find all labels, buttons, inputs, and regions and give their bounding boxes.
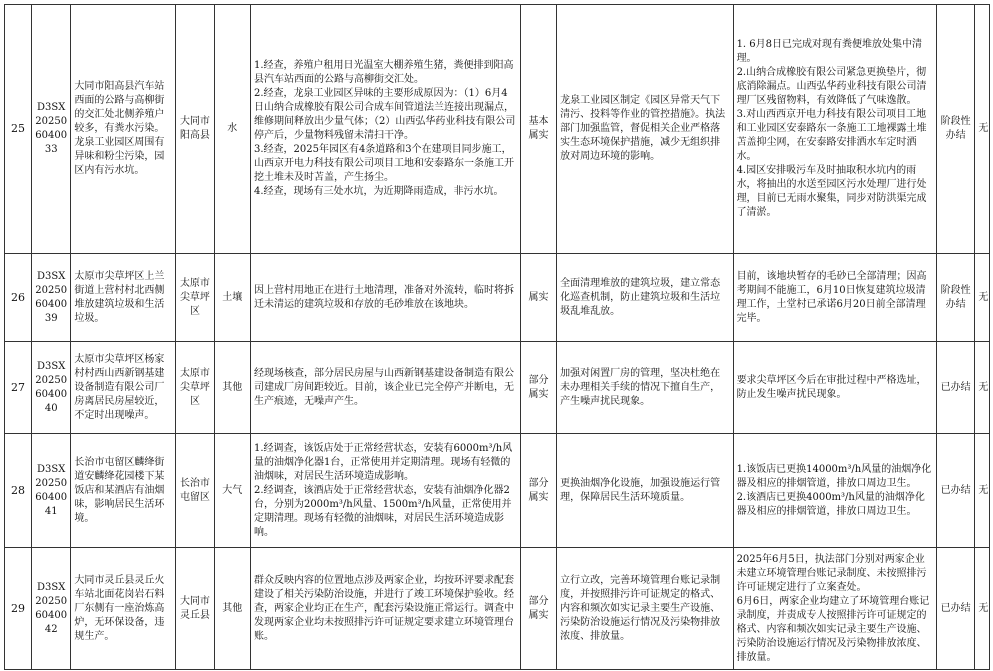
pollution-type: 水: [214, 5, 250, 254]
rectification-progress: [733, 548, 936, 670]
progress-text: 1. 6月8日已完成对现有粪便堆放处集中清理。 2.山纳合成橡胶有限公司紧急更换垫片，彻底消除漏点。山西弘华药业科技有限公司清理厂区残留物料，有效降低了气味逸散。 3.对山西西京开电力科技有限公司项目工地和工业园区安泰路东一条施工工地裸露土堆苫盖抑尘网，在安泰路安排洒水车定时洒水。 4.园区安排吸污车及时抽取积水坑内的雨水，将抽出的水送至园区污水处理厂进行处理，目前已无雨水聚集，同步对防洪渠完成了清淤。: [736, 39, 927, 218]
accountability: 无: [975, 434, 990, 548]
issue-description: 太原市尖草坪区上兰街道上营村村北西侧堆放建筑垃圾和生活垃圾。: [71, 254, 176, 342]
case-code: D3SX202506040042: [31, 548, 70, 670]
pollution-type: 其他: [214, 548, 250, 670]
rectification-measures: 加强对闲置厂房的管理，坚决杜绝在未办理相关手续的情况下擅自生产，产生噪声扰民现象。: [557, 342, 733, 434]
accountability: 无: [975, 254, 990, 342]
findings-text: 1.经调查，该饭店处于正常经营状态，安装有6000m³/h风量的油烟净化器1台，正常使用并定期清理。现场有轻微的油烟味，对居民生活环境造成影响。 2.经调查，该酒店处于正常经营状态，安装有油烟净化器2台，分别为2000m³/h风量、1500m³/h风量，正常使用并定期清理。现场有轻微的油烟味，对居民生活环境造成影响。: [253, 442, 513, 538]
issue-description: 太原市尖草坪区杨家村村西山西新钢基建设备制造有限公司厂房离居民房屋较近，不定时出现噪声。: [71, 342, 176, 434]
accountability: 无: [975, 548, 990, 670]
investigation-findings: [250, 342, 520, 434]
case-status: 已办结: [936, 434, 974, 548]
case-code: D3SX202506040041: [31, 434, 70, 548]
verification-result: 属实: [520, 254, 556, 342]
verification-result: 部分属实: [520, 434, 556, 548]
investigation-findings: [250, 254, 520, 342]
table-row: [5, 434, 990, 548]
case-status: 阶段性办结: [936, 254, 974, 342]
findings-text: 因上营村用地正在进行土地清理，准备对外流转，临时将拆迁未清运的建筑垃圾和存放的毛砂堆放在该地块。: [253, 284, 514, 310]
rectification-measures: 全面清理堆放的建筑垃圾，建立常态化巡查机制，防止建筑垃圾和生活垃圾乱堆乱放。: [557, 254, 733, 342]
progress-text: 2025年6月5日，执法部门分别对两家企业未建立环境管理台账记录制度、未按照排污许可证规定进行了立案查处。 6月6日，两家企业均建立了环境管理台账记录制度，并责成专人按照排污许可证规定的格式、内容和频次如实记录主要生产设施、污染防治设施运行情况及污染物排放浓度、排放量。: [736, 553, 930, 663]
row-number: 27: [5, 342, 32, 434]
row-number: 29: [5, 548, 32, 670]
case-code: D3SX202506040039: [31, 254, 70, 342]
administrative-area: 长治市屯留区: [176, 434, 214, 548]
pollution-type: 土壤: [214, 254, 250, 342]
issue-description: 大同市灵丘县灵丘火车站北面花岗岩石料厂东侧有一座治炼高炉，无环保设备，违规生产。: [71, 548, 176, 670]
complaint-table: [4, 4, 990, 670]
case-code: D3SX202506040040: [31, 342, 70, 434]
investigation-findings: [250, 548, 520, 670]
rectification-measures: 龙泉工业园区制定《园区异常天气下清污、投料等作业的管控措施》。执法部门加强监管，督促相关企业严格落实生态环境保护措施，减少无组织排放对周边环境的影响。: [557, 5, 733, 254]
progress-text: 要求尖草坪区今后在审批过程中严格选址，防止发生噪声扰民现象。: [736, 374, 927, 400]
findings-text: 1.经查，养殖户租用日光温室大棚养殖生猪，粪便排到阳高县汽车站西面的公路与高柳街交汇处。 2.经查，龙泉工业园区异味的主要形成原因为：（1）6月4日山纳合成橡胶有限公司合成车间管道法兰连接出现漏点，维修期间释放出少量气体；（2）山西弘华药业科技有限公司停产后，少量物料残留未清扫干净。 3.经查，2025年园区有4条道路和3个在建项目同步施工，山西京开电力科技有限公司项目工地和安泰路东一条施工开挖土堆未及时苫盖，产生扬尘。 4.经查，现场有三处水坑，为近期降雨造成，非污水坑。: [253, 60, 516, 197]
rectification-measures: 更换油烟净化设施，加强设施运行管理，保障居民生活环境质量。: [557, 434, 733, 548]
pollution-type: 其他: [214, 342, 250, 434]
case-code: D3SX202506040033: [31, 5, 70, 254]
table-row: [5, 254, 990, 342]
case-status: 已办结: [936, 548, 974, 670]
table-row: [5, 548, 990, 670]
rectification-progress: [733, 254, 936, 342]
findings-text: 经现场核查，部分居民房屋与山西新钢基建设备制造有限公司建成厂房间距较近。目前，该企业已完全停产并断电，无生产痕迹，无噪声产生。: [253, 367, 514, 407]
rectification-progress: [733, 434, 936, 548]
rectification-measures: 立行立改，完善环境管理台账记录制度，并按照排污许可证规定的格式、内容和频次如实记录主要生产设施、污染防治设施运行情况及污染物排放浓度、排放量。: [557, 548, 733, 670]
progress-text: 1.该饭店已更换14000m³/h风量的油烟净化器及相应的排烟管道，排放口周边卫生。 2.该酒店已更换4000m³/h风量的油烟净化器及相应的排烟管道，排放口周边卫生。: [736, 463, 932, 517]
verification-result: 部分属实: [520, 548, 556, 670]
investigation-findings: [250, 5, 520, 254]
table-row: [5, 342, 990, 434]
row-number: 26: [5, 254, 32, 342]
row-number: 25: [5, 5, 32, 254]
pollution-type: 大气: [214, 434, 250, 548]
issue-description: 长治市屯留区麟绛街道安麟绛花园楼下某饭店和某酒店有油烟味，影响居民生活环境。: [71, 434, 176, 548]
administrative-area: 大同市灵丘县: [176, 548, 214, 670]
rectification-progress: [733, 342, 936, 434]
investigation-findings: [250, 434, 520, 548]
progress-text: 目前，该地块暂存的毛砂已全部清理；因高考期间不能施工，6月10日恢复建筑垃圾清理工作，土堂村已承诺6月20日前全部清理完毕。: [736, 270, 927, 324]
case-status: 阶段性办结: [936, 5, 974, 254]
administrative-area: 大同市阳高县: [176, 5, 214, 254]
findings-text: 群众反映内容的位置地点涉及两家企业，均按环评要求配套建设了相关污染防治设施，并进行了竣工环境保护验收。经查，两家企业均正在生产，配套污染设施正常运行。调查中发现两家企业均未按照排污许可证规定要求建立环境管理台账。: [253, 574, 514, 642]
issue-description: 大同市阳高县汽车站西面的公路与高柳街的交汇处北侧养殖户较多，有粪水污染。龙泉工业园区周围有异味和粉尘污染，园区内有污水坑。: [71, 5, 176, 254]
administrative-area: 太原市尖草坪区: [176, 342, 214, 434]
rectification-progress: [733, 5, 936, 254]
accountability: 无: [975, 5, 990, 254]
table-row: [5, 5, 990, 254]
administrative-area: 太原市尖草坪区: [176, 254, 214, 342]
verification-result: 基本属实: [520, 5, 556, 254]
accountability: 无: [975, 342, 990, 434]
case-status: 已办结: [936, 342, 974, 434]
row-number: 28: [5, 434, 32, 548]
verification-result: 部分属实: [520, 342, 556, 434]
